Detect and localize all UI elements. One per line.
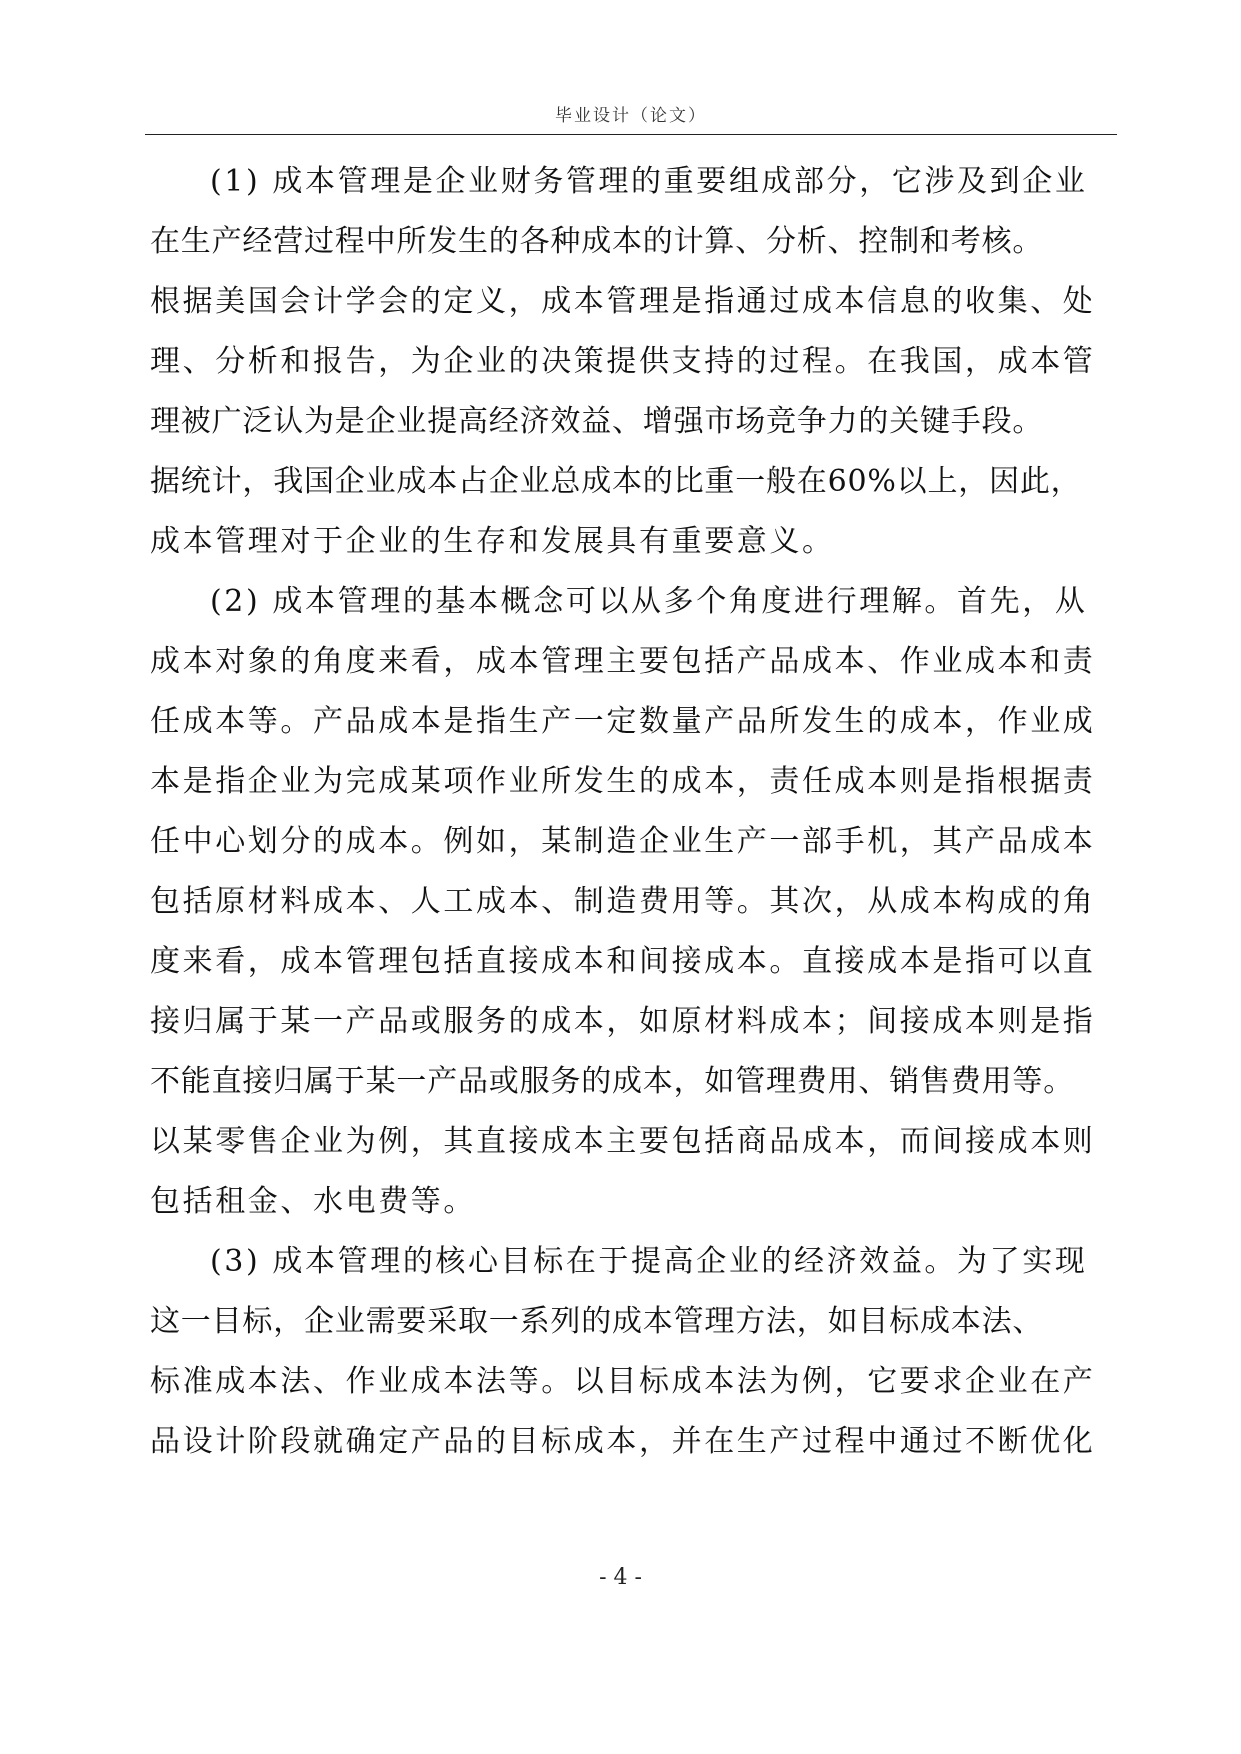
paragraph-2-line: 接归属于某一产品或服务的成本，如原材料成本；间接成本则是指 [150,1004,1096,1039]
paragraph-2-line: 任成本等。产品成本是指生产一定数量产品所发生的成本，作业成 [150,704,1096,739]
paragraph-1-line: 理被广泛认为是企业提高经济效益、增强市场竞争力的关键手段。 [150,404,1044,439]
paragraph-2-line: 度来看，成本管理包括直接成本和间接成本。直接成本是指可以直 [150,944,1096,979]
paragraph-2-line: (2) 成本管理的基本概念可以从多个角度进行理解。首先，从 [210,584,1088,619]
paragraph-2-line: 不能直接归属于某一产品或服务的成本，如管理费用、销售费用等。 [150,1064,1074,1099]
paragraph-3-line: 标准成本法、作业成本法等。以目标成本法为例，它要求企业在产 [150,1364,1096,1399]
paragraph-2-line: 包括租金、水电费等。 [150,1184,476,1219]
paragraph-1-line: 在生产经营过程中所发生的各种成本的计算、分析、控制和考核。 [150,224,1044,259]
paragraph-3-line: (3) 成本管理的核心目标在于提高企业的经济效益。为了实现 [210,1244,1088,1279]
paragraph-1-line: (1) 成本管理是企业财务管理的重要组成部分，它涉及到企业 [210,164,1088,199]
page-number: - 4 - [599,1565,642,1590]
body-text [150,152,1112,1472]
paragraph-3-line: 品设计阶段就确定产品的目标成本，并在生产过程中通过不断优化 [150,1424,1096,1459]
paragraph-1-line: 根据美国会计学会的定义，成本管理是指通过成本信息的收集、处 [150,284,1096,319]
paragraph-1-line: 理、分析和报告，为企业的决策提供支持的过程。在我国，成本管 [150,344,1096,379]
header-rule [145,134,1117,135]
paragraph-2-line: 包括原材料成本、人工成本、制造费用等。其次，从成本构成的角 [150,884,1096,919]
paragraph-1-line: 据统计，我国企业成本占企业总成本的比重一般在60%以上，因此， [150,464,1082,499]
paragraph-2-line: 以某零售企业为例，其直接成本主要包括商品成本，而间接成本则 [150,1124,1096,1159]
paragraph-2-line: 任中心划分的成本。例如，某制造企业生产一部手机，其产品成本 [150,824,1096,859]
paragraph-2-line: 本是指企业为完成某项作业所发生的成本，责任成本则是指根据责 [150,764,1096,799]
paragraph-3-line: 这一目标，企业需要采取一系列的成本管理方法，如目标成本法、 [150,1304,1044,1339]
paragraph-2-line: 成本对象的角度来看，成本管理主要包括产品成本、作业成本和责 [150,644,1096,679]
page-header: 毕业设计（论文） [555,106,707,126]
paragraph-1-line: 成本管理对于企业的生存和发展具有重要意义。 [150,524,835,559]
